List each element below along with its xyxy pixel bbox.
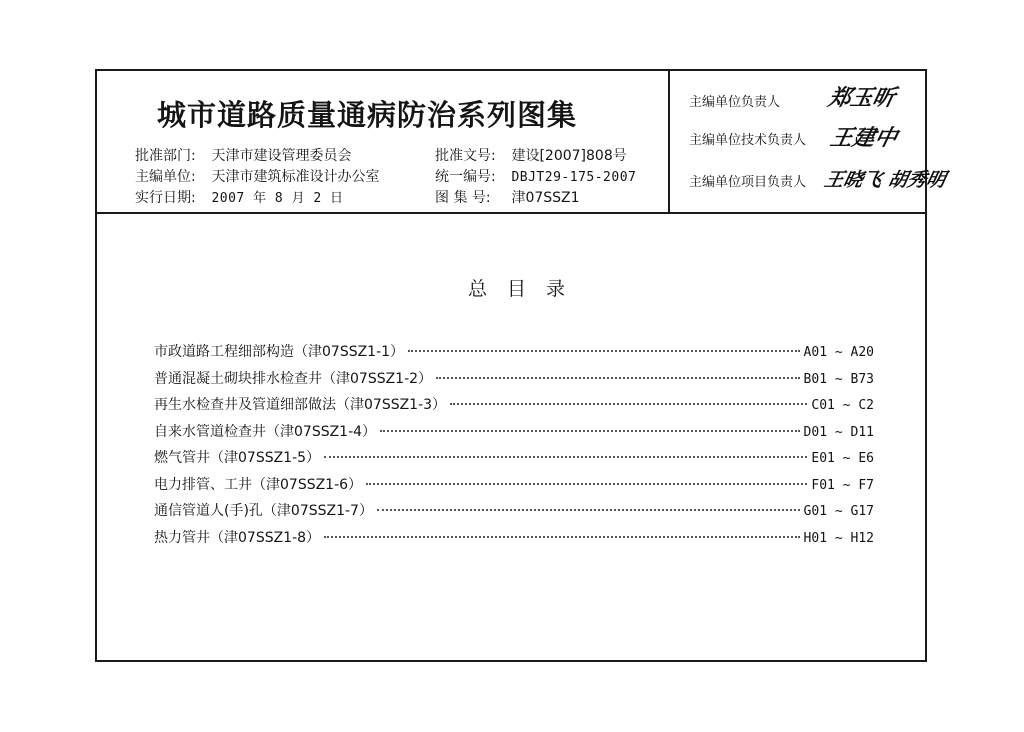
meta-approval-dept (135, 145, 351, 165)
resp-chief-unit-head: 主编单位负责人 (689, 95, 781, 110)
meta-label: 实行日期: (135, 190, 196, 206)
meta-effective-date (135, 187, 344, 207)
toc-item-label: 燃气管井（津07SSZ1-5） (154, 450, 321, 466)
meta-label: 批准部门: (135, 148, 196, 164)
signature-image: 王晓飞 胡秀明 (822, 169, 948, 191)
toc-item-pages: C01 ~ C2 (811, 398, 874, 413)
toc-item[interactable] (154, 341, 874, 368)
meta-label: 图 集 号: (435, 190, 491, 206)
toc-item[interactable] (154, 474, 874, 501)
toc-item-label: 再生水检查井及管道细部做法（津07SSZ1-3） (154, 397, 447, 413)
meta-label: 批准文号: (435, 148, 496, 164)
meta-unified-no (435, 166, 636, 186)
toc-item[interactable] (154, 527, 874, 554)
dot-leader (377, 509, 800, 511)
atlas-title: 城市道路质量通病防治系列图集 (157, 98, 578, 132)
toc-item-label: 普通混凝土砌块排水检查井（津07SSZ1-2） (154, 370, 433, 387)
toc-item-pages: B01 ~ B73 (803, 371, 874, 387)
dot-leader (324, 456, 807, 458)
dot-leader (436, 377, 800, 379)
dot-leader (380, 430, 800, 432)
dot-leader (408, 350, 800, 352)
meta-value: 2007 年 8 月 2 日 (211, 191, 344, 206)
meta-label: 主编单位: (135, 169, 196, 185)
toc-item[interactable] (154, 500, 874, 527)
toc-item-label: 通信管道人(手)孔（津07SSZ1-7） (154, 503, 373, 519)
signature-image: 郑玉昕 (825, 85, 898, 111)
dot-leader (366, 483, 807, 485)
header-divider (97, 212, 925, 214)
toc-item[interactable] (154, 447, 874, 474)
toc-list (154, 341, 874, 553)
meta-value: 建设[2007]808号 (511, 148, 627, 164)
toc-item-label: 热力管井（津07SSZ1-8） (154, 529, 321, 546)
dot-leader (450, 403, 807, 405)
meta-label: 统一编号: (435, 169, 496, 185)
drawing-sheet (95, 69, 948, 662)
toc-item-pages: G01 ~ G17 (803, 504, 874, 519)
toc-item[interactable] (154, 421, 874, 448)
toc-item-pages: D01 ~ D11 (803, 424, 874, 440)
toc-item-pages: F01 ~ F7 (811, 477, 874, 493)
meta-value: 天津市建设管理委员会 (211, 148, 352, 164)
meta-value: 天津市建筑标准设计办公室 (211, 169, 380, 185)
toc-item-pages: A01 ~ A20 (803, 345, 874, 360)
meta-chief-editor-unit (135, 166, 379, 186)
toc-title: 总目录 (468, 278, 586, 300)
resp-project-head: 主编单位项目负责人 (689, 175, 807, 190)
dot-leader (324, 536, 800, 538)
toc-item-label: 市政道路工程细部构造（津07SSZ1-1） (154, 344, 405, 360)
toc-item-pages: E01 ~ E6 (811, 451, 874, 466)
toc-item[interactable] (154, 394, 874, 421)
toc-item-pages: H01 ~ H12 (803, 530, 874, 546)
toc-item-label: 自来水管道检查井（津07SSZ1-4） (154, 423, 377, 440)
meta-atlas-no (435, 187, 580, 207)
meta-approval-doc-no (435, 145, 627, 165)
meta-value: 津07SSZ1 (511, 190, 580, 206)
resp-technical-head: 主编单位技术负责人 (689, 133, 807, 148)
toc-item[interactable] (154, 368, 874, 395)
meta-value: DBJT29-175-2007 (511, 170, 637, 185)
header-vertical-divider (668, 71, 670, 212)
signature-image: 王建中 (827, 125, 900, 151)
toc-item-label: 电力排管、工井（津07SSZ1-6） (154, 476, 363, 493)
